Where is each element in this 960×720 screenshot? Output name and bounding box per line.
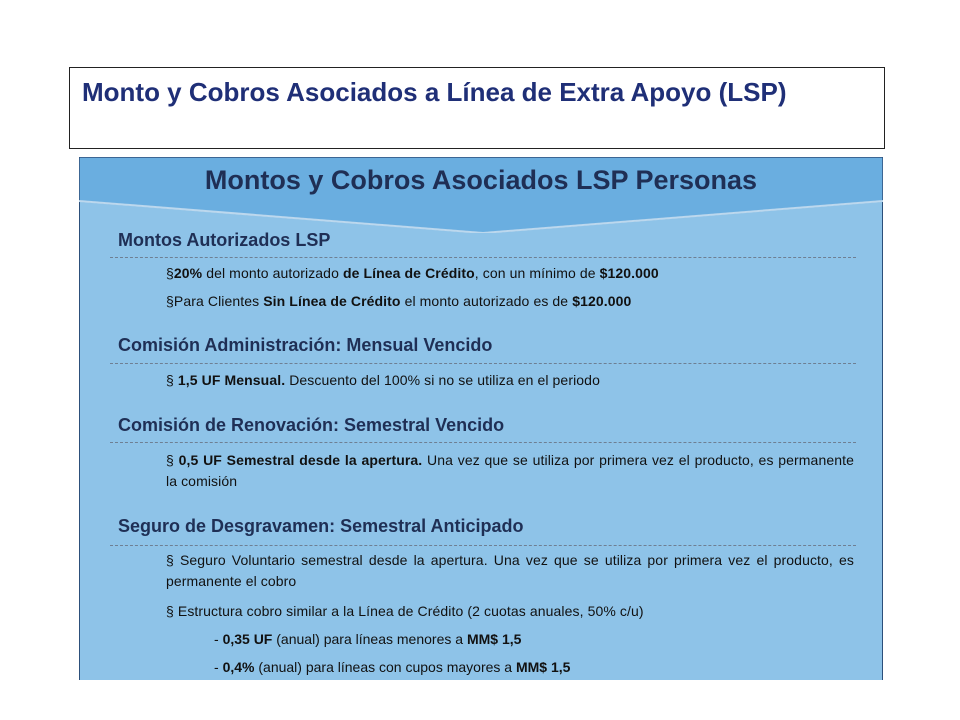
page-title: Monto y Cobros Asociados a Línea de Extra Apoyo (LSP)	[82, 77, 787, 107]
panel-right-edge	[882, 202, 883, 680]
bullet-montos-1: §20% del monto autorizado de Línea de Crédito, con un mínimo de $120.000	[166, 265, 659, 281]
bullet-renovacion-1: § 0,5 UF Semestral desde la apertura. Una vez que se utiliza por primera vez el producto, es permanente la comisión	[166, 452, 854, 489]
section-title-montos: Montos Autorizados LSP	[118, 230, 331, 250]
section-title-admin: Comisión Administración: Mensual Vencido	[118, 335, 493, 355]
section-divider	[110, 257, 856, 258]
bullet-admin-1: § 1,5 UF Mensual. Descuento del 100% si no se utiliza en el periodo	[166, 372, 600, 388]
bullet-seguro-1: § Seguro Voluntario semestral desde la apertura. Una vez que se utiliza por primera vez el producto, es permanente el cobro	[166, 552, 854, 589]
bullet-montos-2: §Para Clientes Sin Línea de Crédito el monto autorizado es de $120.000	[166, 293, 632, 309]
section-title-seguro: Seguro de Desgravamen: Semestral Anticipado	[118, 516, 524, 536]
section-divider	[110, 363, 856, 364]
panel-left-edge	[79, 202, 80, 680]
section-divider	[110, 545, 856, 546]
bullet-seguro-2: § Estructura cobro similar a la Línea de Crédito (2 cuotas anuales, 50% c/u)	[166, 603, 644, 619]
sub-bullet-seguro-2: - 0,4% (anual) para líneas con cupos mayores a MM$ 1,5	[214, 659, 571, 675]
section-divider	[110, 442, 856, 443]
banner-title: Montos y Cobros Asociados LSP Personas	[204, 165, 758, 195]
section-title-renovacion: Comisión de Renovación: Semestral Vencido	[118, 415, 505, 435]
title-box	[69, 67, 885, 149]
sub-bullet-seguro-1: - 0,35 UF (anual) para líneas menores a MM$ 1,5	[214, 631, 522, 647]
